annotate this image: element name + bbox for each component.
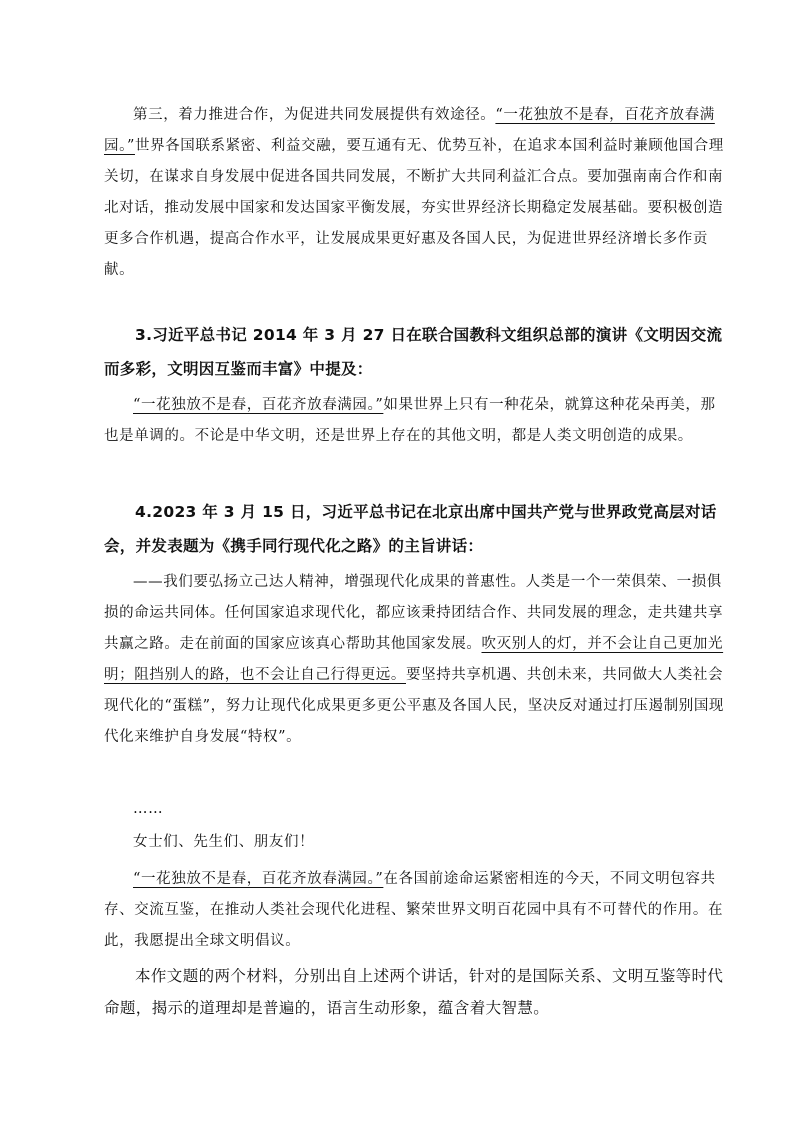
paragraph-civilization — [104, 390, 726, 452]
paragraph-modernization — [104, 567, 726, 753]
underlined-quote: “一花独放不是春，百花齐放春满园。” — [133, 871, 384, 887]
section-heading-3: 3.习近平总书记 2014 年 3 月 27 日在联合国教科文组织总部的演讲《文明因交流而多彩，文明因互鉴而丰富》中提及： — [104, 326, 723, 378]
paragraph-body: 如果世界上只有一种花朵，就算这种花朵再美，那也是单调的。不论是中华文明，还是世界上存在的其他文明，都是人类文明创造的成果。 — [104, 397, 716, 444]
underlined-quote: “一花独放不是春，百花齐放春满园。” — [133, 397, 384, 413]
paragraph-initiative — [104, 864, 726, 957]
greeting: 女士们、先生们、朋友们！ — [133, 834, 315, 850]
section-heading-4: 4.2023 年 3 月 15 日，习近平总书记在北京出席中国共产党与世界政党高层对话会，并发表题为《携手同行现代化之路》的主旨讲话： — [104, 503, 717, 555]
paragraph-lead: 第三，着力推进合作，为促进共同发展提供有效途径。 — [133, 107, 496, 123]
underlined-quote: “一花独放不是春，百花齐放春满园。” — [104, 107, 715, 154]
paragraph-lead: ——我们要弘扬立己达人精神，增强现代化成果的普惠性。人类是一个一荣俱荣、一损俱损的命运共同体。任何国家追求现代化，都应该秉持团结合作、共同发展的理念，走共建共享共赢之路。走在前面的国家应该真心帮助其他国家发展。 — [104, 574, 724, 652]
paragraph-body: 在各国前途命运紧密相连的今天，不同文明包容共存、交流互鉴，在推动人类社会现代化进程、繁荣世界文明百花园中具有不可替代的作用。在此，我愿提出全球文明倡议。 — [104, 871, 724, 949]
paragraph-cooperation — [104, 100, 726, 286]
paragraph-body: 世界各国联系紧密、利益交融，要互通有无、优势互补，在追求本国利益时兼顾他国合理关切，在谋求自身发展中促进各国共同发展，不断扩大共同利益汇合点。要加强南南合作和南北对话，推动发展中国家和发达国家平衡发展，夯实世界经济长期稳定发展基础。要积极创造更多合作机遇，提高合作水平，让发展成果更好惠及各国人民，为促进世界经济增长多作贡献。 — [104, 138, 724, 278]
underlined-quote: 吹灭别人的灯，并不会让自己更加光明；阻挡别人的路，也不会让自己行得更远。 — [104, 636, 724, 683]
paragraph-body: 要坚持共享机遇、共创未来，共同做大人类社会现代化的“蛋糕”，努力让现代化成果更多更公平惠及各国人民，坚决反对通过打压遏制别国现代化来维护自身发展“特权”。 — [104, 667, 725, 745]
paragraph-conclusion: 本作文题的两个材料，分别出自上述两个讲话，针对的是国际关系、文明互鉴等时代命题，揭示的道理却是普遍的，语言生动形象，蕴含着大智慧。 — [104, 967, 724, 1017]
ellipsis: …… — [133, 801, 164, 817]
